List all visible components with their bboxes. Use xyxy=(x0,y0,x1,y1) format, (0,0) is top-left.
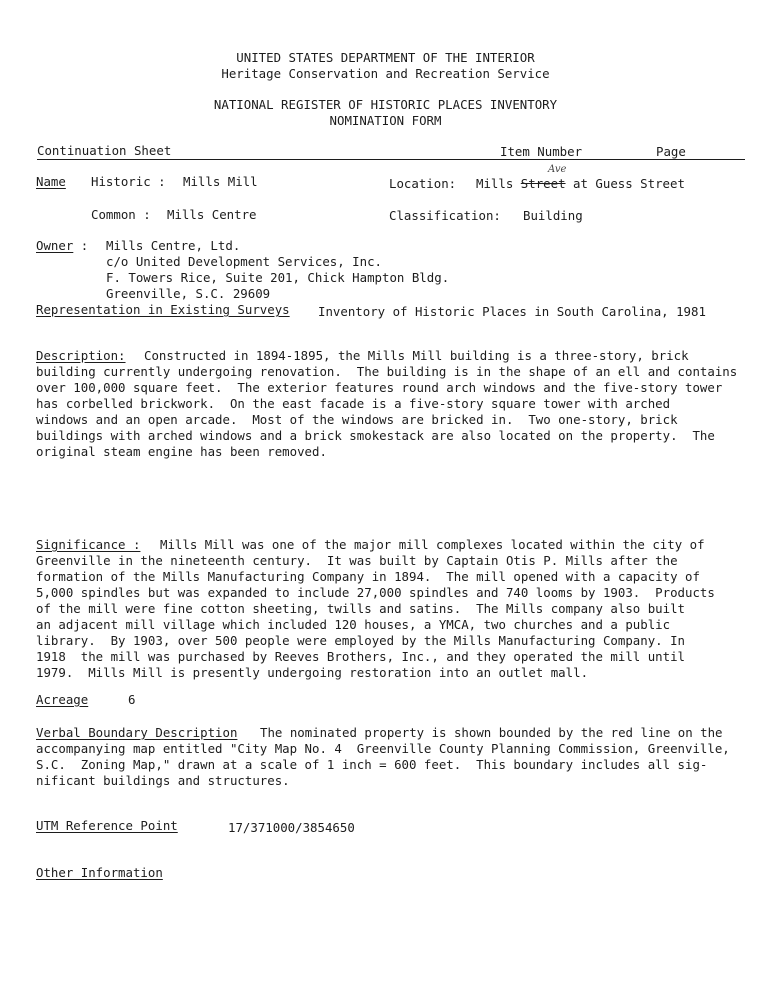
description-line: original steam engine has been removed. xyxy=(36,444,327,459)
significance-line: 1918 the mill was purchased by Reeves Brothers, Inc., and they operated the mill until xyxy=(36,649,686,664)
description-line: Constructed in 1894-1895, the Mills Mill building is a three-story, brick xyxy=(144,348,689,363)
page-label: Page xyxy=(656,144,686,159)
owner-line: c/o United Development Services, Inc. xyxy=(106,254,383,269)
owner-line: Greenville, S.C. 29609 xyxy=(106,286,271,301)
acreage-label: Acreage xyxy=(36,692,89,707)
location-value xyxy=(476,176,685,192)
location-label: Location: xyxy=(389,176,457,191)
continuation-sheet-label: Continuation Sheet xyxy=(37,143,172,158)
significance-line: Greenville in the nineteenth century. It was built by Captain Otis P. Mills after the xyxy=(36,553,678,568)
utm-label: UTM Reference Point xyxy=(36,818,178,833)
significance-line: 1979. Mills Mill is presently undergoing restoration into an outlet mall. xyxy=(36,665,589,680)
significance-line: formation of the Mills Manufacturing Company in 1894. The mill opened with a capacity of xyxy=(36,569,700,584)
significance-line: an adjacent mill village which included 120 houses, a YMCA, two churches and a public xyxy=(36,617,671,632)
representation-value: Inventory of Historic Places in South Carolina, 1981 xyxy=(318,304,706,319)
agency-subtitle: Heritage Conservation and Recreation Service xyxy=(221,66,550,81)
utm-value: 17/371000/3854650 xyxy=(228,820,355,835)
description-line: over 100,000 square feet. The exterior features round arch windows and the five-story tower xyxy=(36,380,723,395)
location-prefix: Mills xyxy=(476,176,514,191)
boundary-line: S.C. Zoning Map," drawn at a scale of 1 inch = 600 feet. This boundary includes all sig- xyxy=(36,757,708,772)
significance-line: 5,000 spindles but was expanded to include 27,000 spindles and 740 looms by 1903. Products xyxy=(36,585,715,600)
other-information-label: Other Information xyxy=(36,865,163,880)
description-line: windows and an open arcade. Most of the windows are bricked in. Two one-story, brick xyxy=(36,412,678,427)
description-label: Description: xyxy=(36,348,126,363)
significance-label: Significance : xyxy=(36,537,141,552)
owner-line: F. Towers Rice, Suite 201, Chick Hampton Bldg. xyxy=(106,270,450,285)
acreage-value: 6 xyxy=(128,692,136,707)
significance-line: of the mill were fine cotton sheeting, twills and satins. The Mills company also built xyxy=(36,601,686,616)
header-rule xyxy=(37,159,745,160)
item-number-label: Item Number xyxy=(500,144,583,159)
agency-title: UNITED STATES DEPARTMENT OF THE INTERIOR xyxy=(236,50,535,65)
significance-line: Mills Mill was one of the major mill complexes located within the city of xyxy=(160,537,705,552)
owner-label: Owner xyxy=(36,238,74,253)
boundary-line: The nominated property is shown bounded by the red line on the xyxy=(260,725,723,740)
owner-label-row: Owner : xyxy=(36,238,89,253)
location-handwritten: Ave xyxy=(548,164,567,175)
boundary-line: nificant buildings and structures. xyxy=(36,773,290,788)
historic-label: Historic : xyxy=(91,174,166,189)
representation-label: Representation in Existing Surveys xyxy=(36,302,290,317)
location-struck: Street xyxy=(520,176,566,191)
common-label: Common : xyxy=(91,207,151,222)
significance-line: library. By 1903, over 500 people were employed by the Mills Manufacturing Company. In xyxy=(36,633,686,648)
historic-name: Mills Mill xyxy=(183,174,258,189)
boundary-label: Verbal Boundary Description xyxy=(36,725,238,740)
classification-value: Building xyxy=(523,208,583,223)
boundary-line: accompanying map entitled "City Map No. 4 Greenville County Planning Commission, Greenville, xyxy=(36,741,730,756)
form-subtitle: NOMINATION FORM xyxy=(329,113,442,128)
location-suffix: at Guess Street xyxy=(573,176,685,191)
description-line: has corbelled brickwork. On the east facade is a five-story square tower with arched xyxy=(36,396,671,411)
form-title: NATIONAL REGISTER OF HISTORIC PLACES INVENTORY xyxy=(213,97,558,112)
description-line: buildings with arched windows and a brick smokestack are also located on the property. The xyxy=(36,428,715,443)
common-name: Mills Centre xyxy=(167,207,257,222)
description-line: building currently undergoing renovation. The building is in the shape of an ell and contains xyxy=(36,364,738,379)
classification-label: Classification: xyxy=(389,208,501,223)
name-label: Name xyxy=(36,174,66,189)
owner-line: Mills Centre, Ltd. xyxy=(106,238,241,253)
